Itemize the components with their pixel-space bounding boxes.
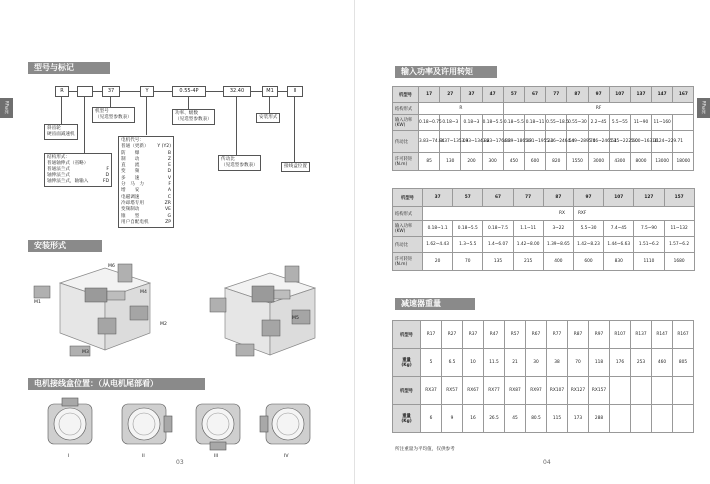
table-cell: 13000 (652, 153, 673, 171)
table-cell: RX127 (568, 377, 589, 405)
table-cell: 11~90 (630, 115, 651, 131)
table-cell: 77 (546, 87, 567, 103)
table-cell: 3.83~74.84 (419, 131, 440, 153)
table-row (393, 87, 694, 103)
weight-section-title: 减速器重量 (395, 298, 475, 310)
code-box-mount: M1 (262, 86, 278, 97)
table-cell: 1.4~6.07 (483, 237, 513, 253)
motor-code-title: 电机代号： (121, 138, 144, 143)
table-cell: 288 (589, 405, 610, 433)
table-cell: RX67 (463, 377, 484, 405)
motor-code-item: 冷却塔专用 ZR (121, 200, 171, 206)
table-cell: 7.5~90 (634, 221, 664, 237)
table-cell: 1550 (567, 153, 588, 171)
table-cell: 400 (543, 253, 573, 271)
table-cell: RX57 (442, 377, 463, 405)
motor-code-item: 锥 型 G (121, 213, 171, 219)
motor-rear-view-4 (260, 404, 310, 444)
table-cell: RX107 (547, 377, 568, 405)
table-cell: 253 (631, 349, 652, 377)
table-cell: 1680 (664, 253, 694, 271)
table-cell: 97 (588, 87, 609, 103)
power-section-title: 输入功率及许用转矩 (395, 66, 497, 78)
mount-label-m5: M5 (292, 316, 299, 321)
motor-code-list (118, 136, 174, 228)
table-row (393, 349, 694, 377)
table-cell: 805 (673, 349, 694, 377)
table-cell: 173 (568, 405, 589, 433)
table-cell: 输入功率 (KW) (393, 115, 419, 131)
table-row (393, 221, 695, 237)
table-cell: R167 (673, 321, 694, 349)
table-cell: 5.36~246.54 (546, 131, 567, 153)
table-cell: 8000 (630, 153, 651, 171)
table-row (393, 153, 694, 171)
dash-connector (277, 91, 287, 92)
table-cell: 6 (421, 405, 442, 433)
leader-line (110, 97, 111, 107)
code-box-r: R (55, 86, 69, 97)
code-box-frame: 37 (102, 86, 120, 97)
motor-code-item: 增 安 A (121, 188, 171, 194)
table-cell: 4.39~186.89 (503, 131, 524, 153)
mount-label-m1: M1 (34, 300, 41, 305)
table-cell: 9 (442, 405, 463, 433)
table-cell: 3.83~176.88 (482, 131, 503, 153)
motor-rear-view-2 (122, 404, 172, 444)
leader-line (84, 97, 85, 153)
right-page (355, 0, 710, 484)
structure-title: 结构形式： (47, 155, 70, 160)
install-section-title: 安装形式 (28, 240, 102, 252)
mount-label: 安装形式 (256, 113, 280, 123)
table-cell: 17 (419, 87, 440, 103)
code-box-junction: II (287, 86, 303, 97)
table-cell: 结构形式 (393, 207, 423, 221)
table-cell: 3000 (588, 153, 609, 171)
table-cell (673, 115, 694, 131)
table-cell (631, 405, 652, 433)
table-cell: 176 (610, 349, 631, 377)
table-cell: 许可转矩 (N.m) (393, 153, 419, 171)
table-cell: 0.18~1.1 (423, 221, 453, 237)
table-cell: 10 (463, 349, 484, 377)
motor-rear-view-3 (196, 404, 240, 450)
junction-pos-4: IV (284, 454, 289, 459)
table-cell: 重量 (Kg) (393, 405, 421, 433)
table-cell: 20 (423, 253, 453, 271)
power-table-rx (392, 188, 695, 271)
table-cell: 830 (604, 253, 634, 271)
table-cell: 45 (505, 405, 526, 433)
table-cell: 0.18~11 (524, 115, 545, 131)
motor-code-item: 制 动 Z (121, 156, 171, 162)
right-side-tab: RF系列 (697, 98, 710, 118)
table-cell: 5.5~55 (609, 115, 630, 131)
table-cell: 600 (524, 153, 545, 171)
table-cell: 11~160 (652, 115, 673, 131)
mount-label-m3: M3 (82, 350, 89, 355)
table-cell: 157 (664, 189, 694, 207)
table-cell: 21 (505, 349, 526, 377)
mount-label-m6: M6 (108, 264, 115, 269)
table-cell: 1.1~11 (513, 221, 543, 237)
table-cell: 67 (483, 189, 513, 207)
table-cell: R17 (421, 321, 442, 349)
table-cell: 4.49~289.74 (567, 131, 588, 153)
table-cell: 传动比 (393, 237, 423, 253)
code-box-power: 0.55-4P (172, 86, 206, 97)
table-cell: 0.18~0.75 (419, 115, 440, 131)
table-cell: RF (503, 103, 694, 115)
table-cell: 5.00~163.31 (630, 131, 651, 153)
table-cell: 1110 (634, 253, 664, 271)
ratio-label: 传动比 （见选型参数表） (218, 155, 261, 171)
mount-label-m4: M4 (140, 290, 147, 295)
motor-code-item: 用户自配电机 ZP (121, 219, 171, 225)
table-cell: 0.18~5.5 (503, 115, 524, 131)
junction-pos-2: II (142, 454, 145, 459)
table-cell: 80.5 (526, 405, 547, 433)
power-label: 功率、级数 （见选型参数表） (172, 109, 215, 125)
table-cell (631, 377, 652, 405)
table-cell: 0.55~30 (567, 115, 588, 131)
table-cell: 67 (524, 87, 545, 103)
table-cell: RX157 (589, 377, 610, 405)
page-number-left: 03 (176, 459, 184, 466)
leader-line (61, 97, 62, 124)
table-cell: 1.57~6.2 (664, 237, 694, 253)
table-row (393, 253, 695, 271)
table-row (393, 405, 694, 433)
table-cell: 300 (482, 153, 503, 171)
table-cell: R147 (652, 321, 673, 349)
table-cell: 70 (568, 349, 589, 377)
table-cell: 5.5~30 (573, 221, 603, 237)
table-cell: 460 (652, 349, 673, 377)
code-box-motor: Y (140, 86, 154, 97)
table-cell: 机型号 (393, 189, 423, 207)
table-row (393, 131, 694, 153)
table-cell: RX97 (526, 377, 547, 405)
table-cell: 0.18~5.5 (453, 221, 483, 237)
table-cell: R (419, 103, 504, 115)
table-cell: 135 (483, 253, 513, 271)
table-cell: RX (423, 207, 574, 221)
table-cell: RXF (573, 207, 694, 221)
structure-item: 轴伸法兰式 D (47, 173, 109, 178)
table-cell: 传动比 (393, 131, 419, 153)
table-row (393, 115, 694, 131)
table-cell: 57 (453, 189, 483, 207)
table-cell (610, 405, 631, 433)
table-row (393, 207, 695, 221)
code-box-ratio: 32.40 (223, 86, 251, 97)
table-cell: 70 (453, 253, 483, 271)
table-cell: 200 (461, 153, 482, 171)
mount-label-m2: M2 (160, 322, 167, 327)
table-cell: 10.24~229.71 (652, 131, 673, 153)
table-cell: 1.42~8.00 (513, 237, 543, 253)
motor-code-item: 防 爆 B (121, 150, 171, 156)
table-cell: 机型号 (393, 377, 421, 405)
table-cell: RX87 (505, 377, 526, 405)
table-cell: 87 (567, 87, 588, 103)
table-cell: 26.5 (484, 405, 505, 433)
table-cell: 137 (630, 87, 651, 103)
motor-code-item: 多 速 V (121, 175, 171, 181)
leader-line (188, 97, 189, 109)
table-cell: 1.62~4.43 (423, 237, 453, 253)
table-cell: 0.18~5.5 (482, 115, 503, 131)
table-row (393, 321, 694, 349)
table-cell: 11.5 (484, 349, 505, 377)
dash-connector (68, 91, 77, 92)
table-cell: 1.44~6.63 (604, 237, 634, 253)
table-row (393, 237, 695, 253)
junction-diagram (40, 398, 320, 450)
table-cell: 450 (503, 153, 524, 171)
motor-code-item: 分 马 力 F (121, 182, 171, 188)
dash-connector (205, 91, 223, 92)
table-cell: 30 (526, 349, 547, 377)
junction-pos-1: I (68, 454, 70, 459)
table-cell: R27 (442, 321, 463, 349)
frame-label: 机型号 （见选型参数表） (92, 107, 135, 123)
table-cell (673, 405, 694, 433)
table-row (393, 189, 695, 207)
table-cell: 0.18~3 (440, 115, 461, 131)
table-cell: 5.06~246.54 (588, 131, 609, 153)
motor-code-item: 电磁调速 C (121, 194, 171, 200)
table-cell: 1.51~6.2 (634, 237, 664, 253)
left-side-tab: RF系列 (0, 98, 13, 118)
table-cell: 820 (546, 153, 567, 171)
table-cell: R77 (547, 321, 568, 349)
leader-line (294, 97, 295, 162)
table-cell: 127 (634, 189, 664, 207)
table-row (393, 103, 694, 115)
leader-line (146, 97, 147, 135)
dash-connector (119, 91, 140, 92)
table-cell: 3.37~135.09 (440, 131, 461, 153)
table-cell: R87 (568, 321, 589, 349)
table-cell (673, 377, 694, 405)
table-cell: 27 (440, 87, 461, 103)
table-cell: 38 (547, 349, 568, 377)
model-section-title: 型号与标记 (28, 62, 110, 74)
table-cell: 85 (419, 153, 440, 171)
code-box-structure (77, 86, 93, 97)
table-cell: 0.18~7.5 (483, 221, 513, 237)
table-cell: 1.42~8.23 (573, 237, 603, 253)
table-cell: RX77 (484, 377, 505, 405)
table-cell: R107 (610, 321, 631, 349)
table-cell: 1.39~8.65 (543, 237, 573, 253)
table-cell: 机型号 (393, 321, 421, 349)
motor-code-item: 变 频 D (121, 169, 171, 175)
table-cell: 3.33~134.82 (461, 131, 482, 153)
table-cell: RX37 (421, 377, 442, 405)
table-cell: 97 (573, 189, 603, 207)
table-cell: 11~132 (664, 221, 694, 237)
table-cell: 0.55~18.5 (546, 115, 567, 131)
table-cell: 147 (652, 87, 673, 103)
motor-code-item: 普通（更新） Y (Y2) (121, 144, 171, 150)
structure-item: 轴伸法兰式，轴输入 FD (47, 179, 109, 184)
junction-label: 接线盒位置 (281, 162, 310, 172)
table-cell: 47 (482, 87, 503, 103)
table-cell: 107 (604, 189, 634, 207)
table-cell: 115 (547, 405, 568, 433)
table-cell: 输入功率 (KW) (393, 221, 423, 237)
table-cell: R37 (463, 321, 484, 349)
table-cell (652, 377, 673, 405)
table-cell: 6.5 (442, 349, 463, 377)
weight-table (392, 320, 694, 433)
motor-rear-view-1 (48, 398, 92, 444)
table-cell: 1.3~5.5 (453, 237, 483, 253)
junction-pos-3: III (214, 454, 219, 459)
dash-connector (153, 91, 172, 92)
table-cell: 0.18~3 (461, 115, 482, 131)
table-cell: R67 (526, 321, 547, 349)
leader-line (236, 97, 237, 155)
table-cell: 18000 (673, 153, 694, 171)
table-cell: 77 (513, 189, 543, 207)
table-cell: 7.4~45 (604, 221, 634, 237)
dash-connector (92, 91, 102, 92)
structure-item: 普通法兰式 F (47, 167, 109, 172)
table-cell: 118 (589, 349, 610, 377)
install-diagram (30, 258, 330, 368)
structure-list (44, 153, 112, 187)
motor-code-item: 变频制动 VE (121, 207, 171, 213)
page-number-right: 04 (543, 459, 551, 466)
table-cell: 37 (461, 87, 482, 103)
junction-section-title: 电机接线盒位置：（从电机尾部看） (28, 378, 205, 390)
dash-connector (250, 91, 262, 92)
table-cell: 2.2~45 (588, 115, 609, 131)
table-cell: R97 (589, 321, 610, 349)
table-cell: 结构形式 (393, 103, 419, 115)
table-cell: 重量 (Kg) (393, 349, 421, 377)
table-cell: 107 (609, 87, 630, 103)
table-cell: 许可转矩 (N.m) (393, 253, 423, 271)
table-cell: 5 (421, 349, 442, 377)
table-cell: R57 (505, 321, 526, 349)
table-row (393, 377, 694, 405)
table-cell (610, 377, 631, 405)
weight-note: 所注重量为平均值，仅供参考 (395, 447, 455, 452)
power-table-r (392, 86, 694, 171)
structure-item: 普通轴伸式（省略） (47, 161, 89, 166)
table-cell: 机型号 (393, 87, 419, 103)
table-cell: 57 (503, 87, 524, 103)
gear-type-label: 斜齿轮 硬齿面减速机 (44, 124, 78, 140)
table-cell: 37 (423, 189, 453, 207)
table-cell (652, 405, 673, 433)
leader-line (269, 97, 270, 113)
table-cell: R137 (631, 321, 652, 349)
table-cell: 4300 (609, 153, 630, 171)
table-cell: R47 (484, 321, 505, 349)
motor-code-item: 直 流 E (121, 163, 171, 169)
table-cell: 87 (543, 189, 573, 207)
table-cell: 167 (673, 87, 694, 103)
table-cell: 600 (573, 253, 603, 271)
table-cell: 215 (513, 253, 543, 271)
table-cell: 16 (463, 405, 484, 433)
table-cell: 3~22 (543, 221, 573, 237)
table-cell: 130 (440, 153, 461, 171)
table-cell: 5.21~195.24 (524, 131, 545, 153)
table-cell: 5.15~222.60 (609, 131, 630, 153)
